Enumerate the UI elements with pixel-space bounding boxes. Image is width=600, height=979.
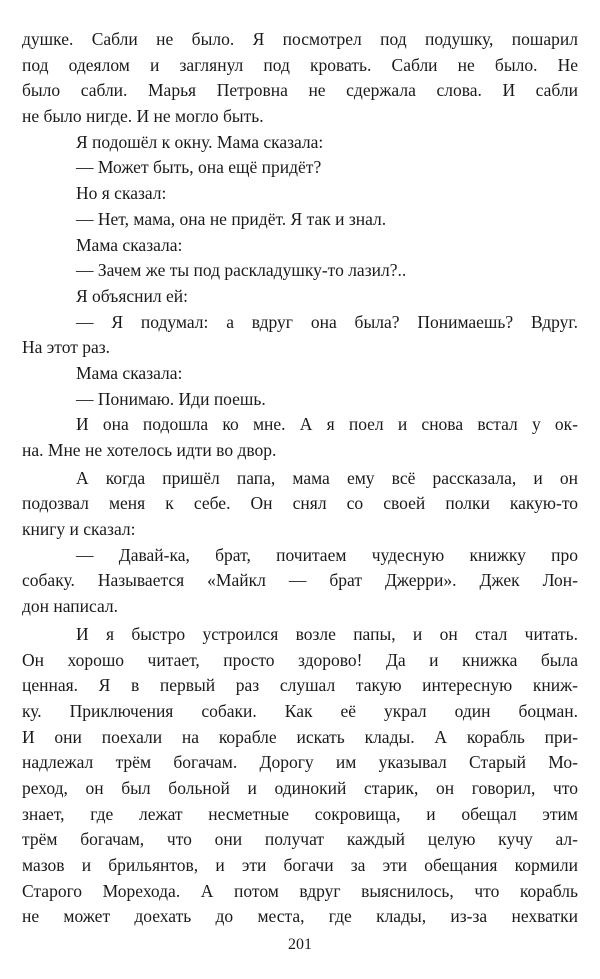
text-line: реход, он был больной и одинокий старик, он говорил, что xyxy=(22,777,578,798)
text-line: книгу и сказал: xyxy=(22,519,136,540)
text-line: Мама сказала: xyxy=(76,362,183,383)
text-line: И она подошла ко мне. А я поел и снова встал у ок- xyxy=(76,414,578,435)
text-line: А когда пришёл папа, мама ему всё рассказала, и он xyxy=(76,467,578,488)
text-line: было сабли. Марья Петровна не сдержала слова. И сабли xyxy=(22,80,578,101)
text-line: под одеялом и заглянул под кровать. Сабли не было. Не xyxy=(22,54,578,75)
text-line: — Может быть, она ещё придёт? xyxy=(76,157,322,178)
text-line: ценная. Я в первый раз слушал такую интересную книж- xyxy=(22,675,578,696)
text-line: знает, где лежат несметные сокровища, и обещал этим xyxy=(22,803,578,824)
text-line: не может доехать до места, где клады, из-за нехватки xyxy=(22,906,578,927)
text-line: — Я подумал: а вдруг она была? Понимаешь? Вдруг. xyxy=(76,311,578,332)
text-line: Старого Морехода. А потом вдруг выяснилось, что корабль xyxy=(22,880,578,901)
text-line: И я быстро устроился возле папы, и он стал читать. xyxy=(76,623,578,644)
page-number: 201 xyxy=(288,936,312,953)
text-line: ку. Приключения собаки. Как её украл один боцман. xyxy=(22,700,578,721)
text-line: — Давай-ка, брат, почитаем чудесную книжку про xyxy=(76,544,578,565)
text-line: Я объяснил ей: xyxy=(76,285,188,306)
text-line: Но я сказал: xyxy=(76,183,167,204)
text-line: дон написал. xyxy=(22,596,119,617)
text-line: мазов и брильянтов, и эти богачи за эти обещания кормили xyxy=(22,855,578,875)
text-line: подозвал меня к себе. Он снял со своей полки какую-то xyxy=(22,493,578,514)
text-line: — Зачем же ты под раскладушку-то лазил?.. xyxy=(76,260,407,281)
text-line: Мама сказала: xyxy=(76,234,183,255)
text-line: Он хорошо читает, просто здорово! Да и книжка была xyxy=(22,649,578,670)
text-line: И они поехали на корабле искать клады. А корабль при- xyxy=(22,726,578,747)
text-line: надлежал трём богачам. Дорогу им указывал Старый Мо- xyxy=(22,752,578,773)
text-line: — Нет, мама, она не придёт. Я так и знал. xyxy=(76,208,387,229)
text-line: собаку. Называется «Майкл — брат Джерри». Джек Лон- xyxy=(22,570,578,591)
text-line: Я подошёл к окну. Мама сказала: xyxy=(76,131,324,152)
text-line: на. Мне не хотелось идти во двор. xyxy=(22,440,277,460)
text-line: — Понимаю. Иди поешь. xyxy=(76,388,266,409)
text-line: душке. Сабли не было. Я посмотрел под подушку, пошарил xyxy=(22,29,578,49)
text-line: не было нигде. И не могло быть. xyxy=(22,106,264,127)
page-body xyxy=(22,27,578,930)
text-line: На этот раз. xyxy=(22,337,111,358)
text-line: трём богачам, что они получат каждый целую кучу ал- xyxy=(22,829,578,850)
